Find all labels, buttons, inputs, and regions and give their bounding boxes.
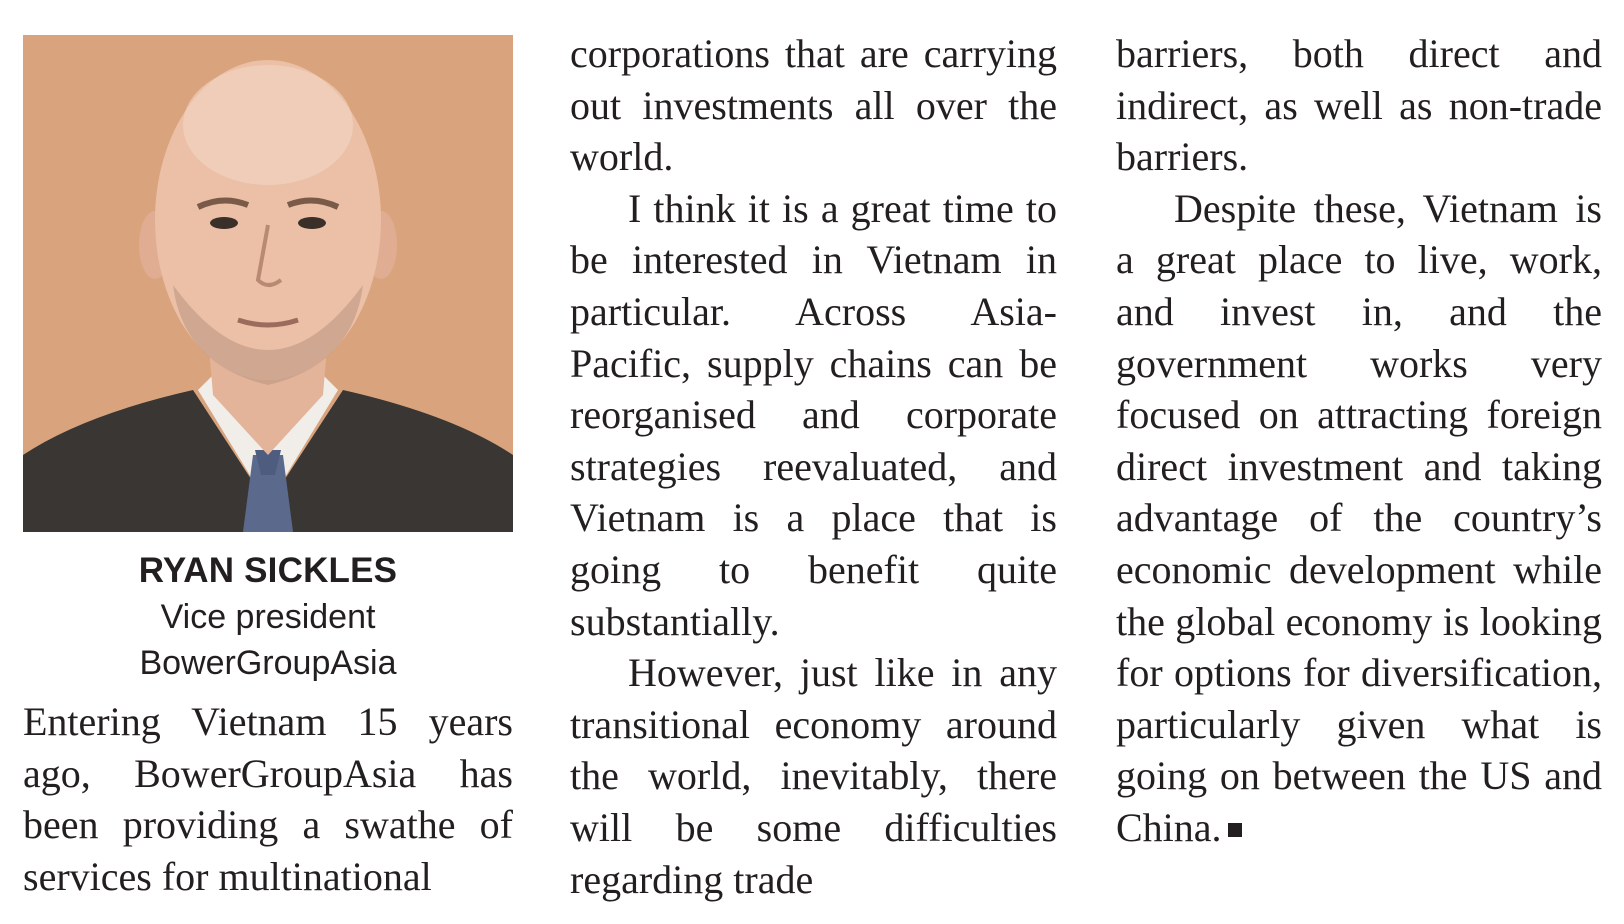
profile-company: BowerGroupAsia [139, 644, 397, 682]
portrait-illustration [23, 35, 513, 532]
profile-caption [23, 548, 513, 686]
article-paragraph-final [1116, 183, 1602, 854]
article-paragraph: corporations that are carrying out investments all over the world. [570, 31, 1057, 180]
article-paragraph: I think it is a great time to be interested in Vietnam in particular. Across Asia-Pacific, supply chains can be reorganised and corporate strategies reevaluated, and Vietnam is a place that is going to benefit quite substantially. [570, 185, 1057, 644]
portrait-photo [23, 35, 513, 532]
article-paragraph: barriers, both direct and indirect, as well as non-trade barriers. [1116, 31, 1602, 180]
profile-name: RYAN SICKLES [138, 551, 398, 590]
article-final-text: Despite these, Vietnam is a great place to live, work, and invest in, and the government works very focused on attracting foreign direct investment and taking advantage of the country’s economic development while the global economy is looking for options for diversification, particularly given what is going on between the US and China. [1116, 185, 1602, 850]
article-paragraph: However, just like in any transitional economy around the world, inevitably, there will be some difficulties regarding trade [570, 650, 1057, 902]
article-paragraph-intro: Entering Vietnam 15 years ago, BowerGroupAsia has been providing a swathe of services for multinational [23, 699, 513, 899]
end-of-article-mark [1228, 823, 1242, 837]
profile-title: Vice president [160, 598, 376, 636]
